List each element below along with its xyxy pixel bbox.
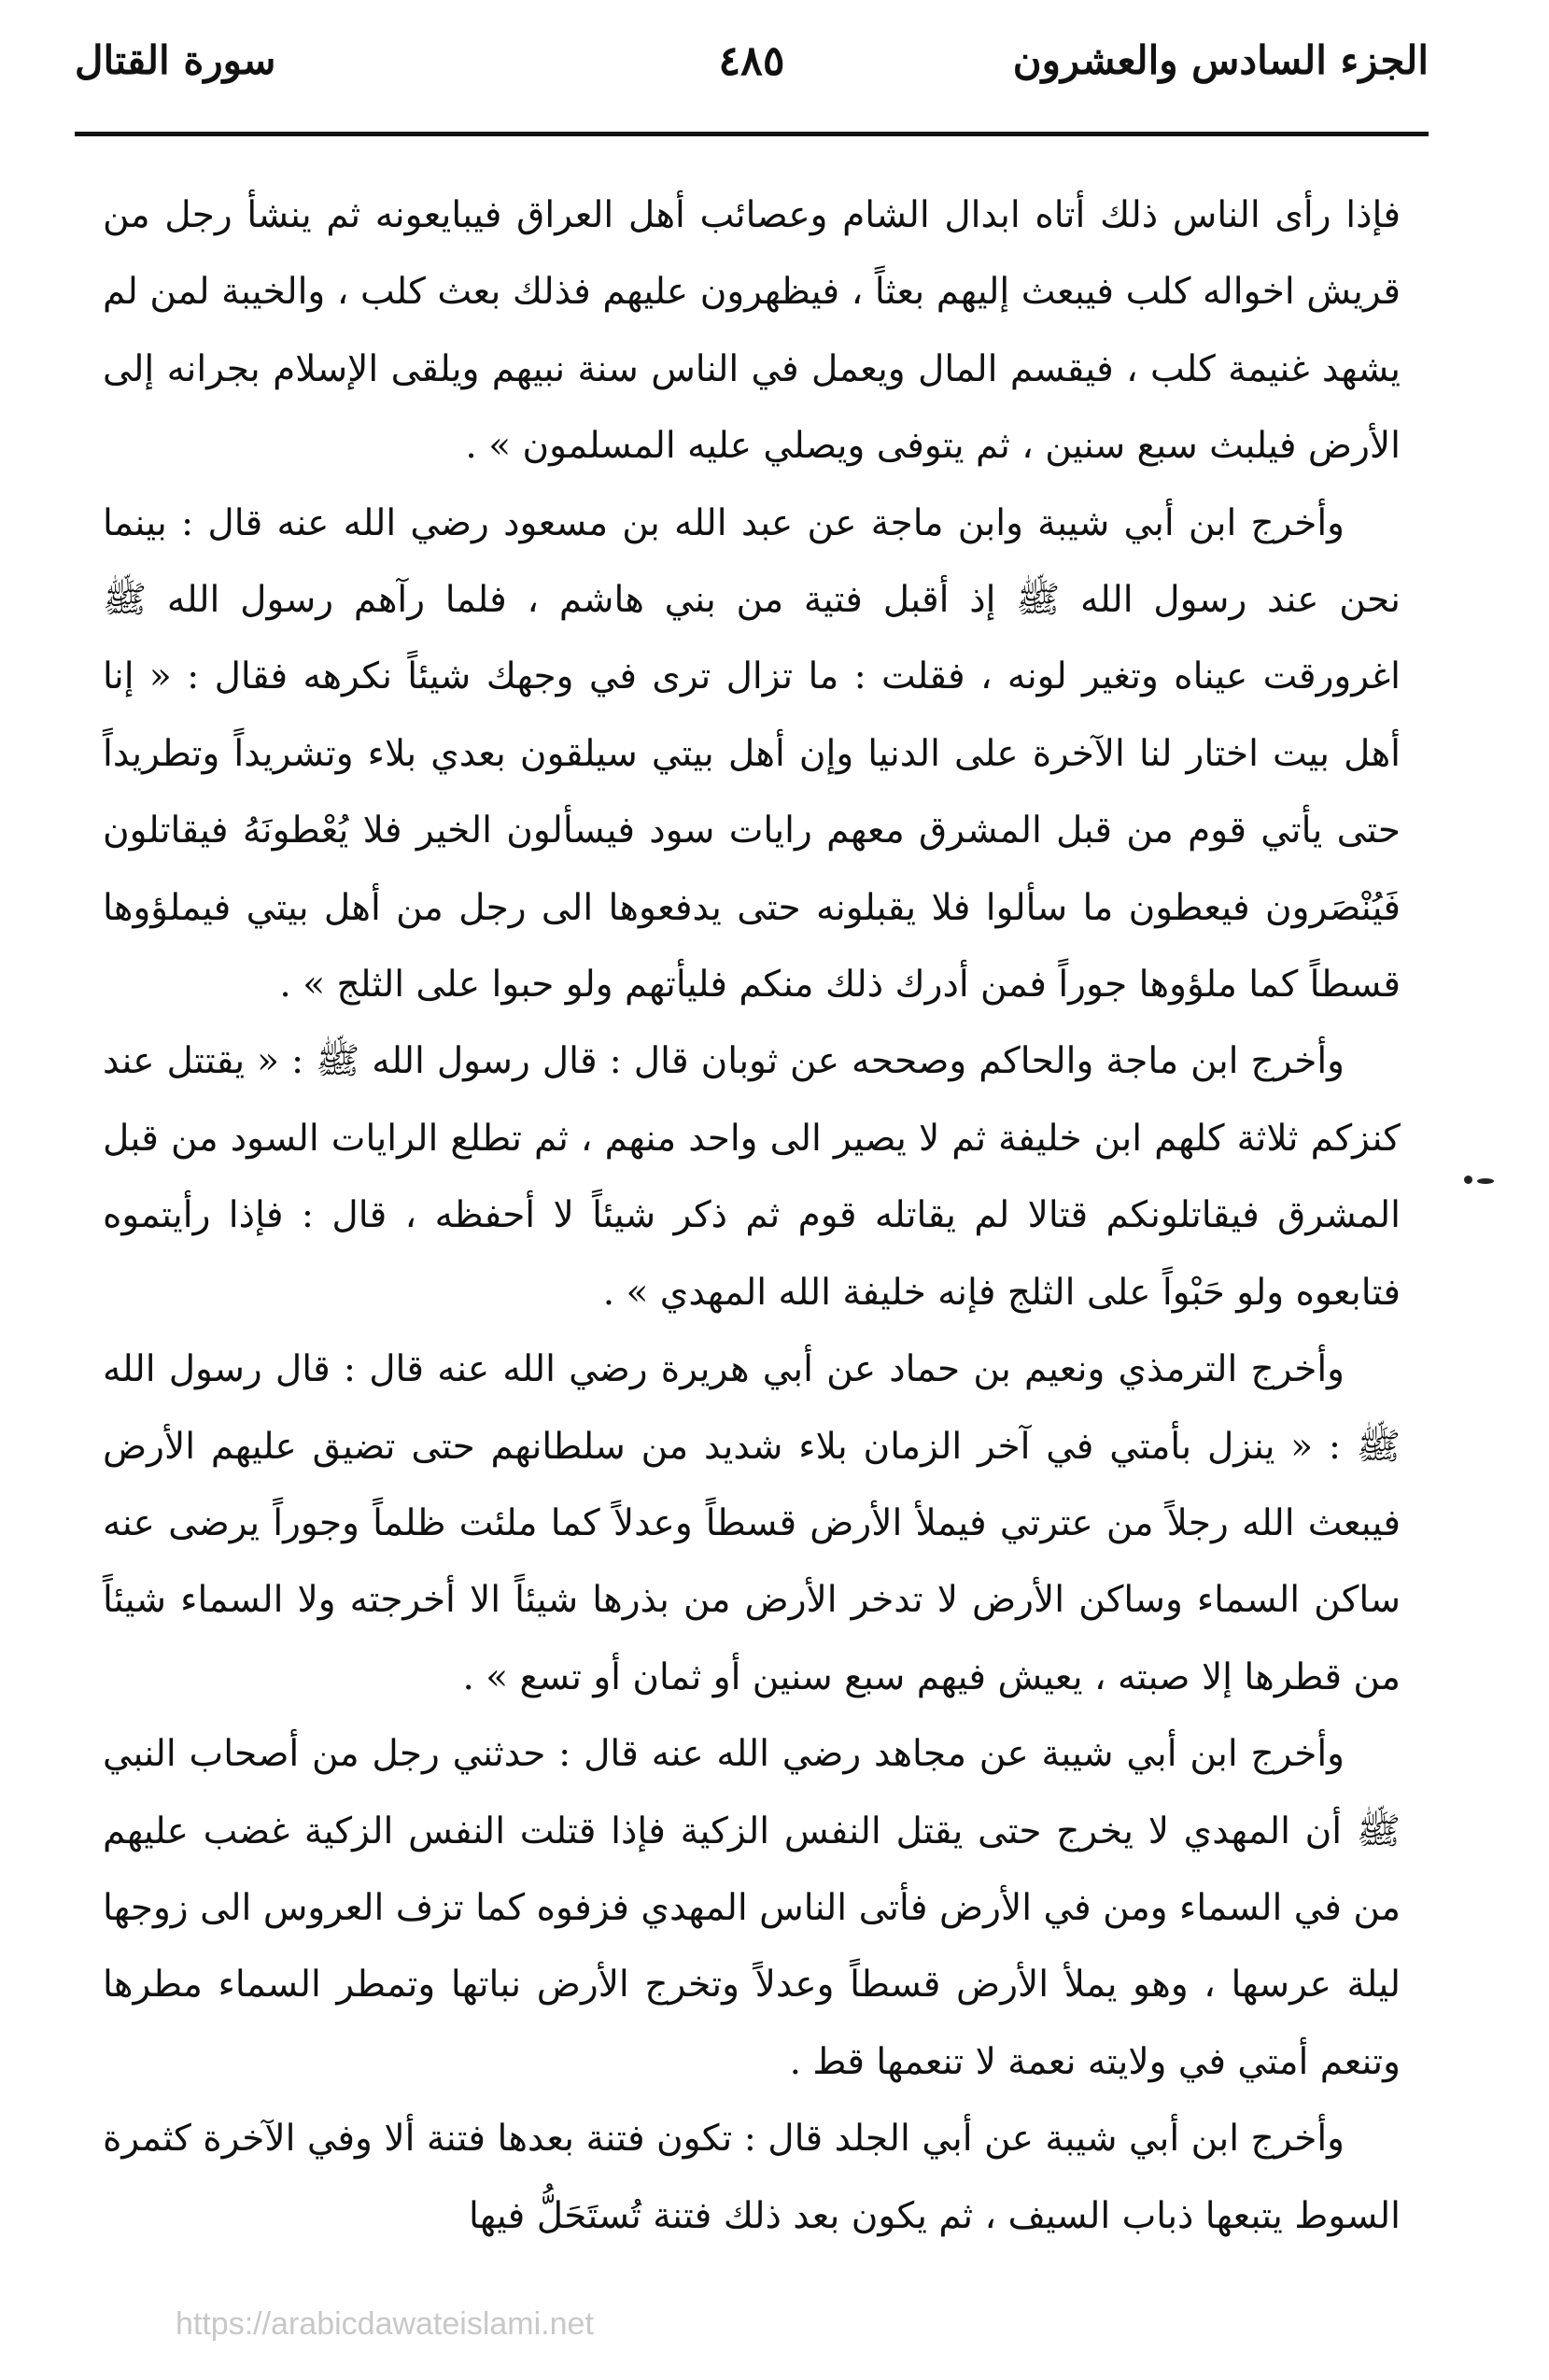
watermark-url: https://arabicdawateislami.net	[176, 2306, 594, 2342]
header-divider	[75, 132, 1429, 136]
ink-dot	[1464, 1176, 1472, 1184]
paragraph: وأخرج الترمذي ونعيم بن حماد عن أبي هريرة رضي الله عنه قال : قال رسول الله ﷺ : « ينزل بأمتي في آخر الزمان بلاء شديد من سلطانهم حتى تضيق عليهم الأرض فيبعث الله رجلاً من عترتي فيملأ الأرض قسطاً وعدلاً كما ملئت ظلماً وجوراً يرضى عنه ساكن السماء وساكن الأرض لا تدخر الأرض من بذرها شيئاً الا أخرجته ولا السماء شيئاً من قطرها إلا صبته ، يعيش فيهم سبع سنين أو ثمان أو تسع » .	[103, 1348, 1401, 1698]
paragraph: وأخرج ابن أبي شيبة وابن ماجة عن عبد الله بن مسعود رضي الله عنه قال : بينما نحن عند رسول الله ﷺ إذ أقبل فتية من بني هاشم ، فلما رآهم رسول الله ﷺ اغرورقت عيناه وتغير لونه ، فقلت : ما تزال ترى في وجهك شيئاً نكرهه فقال : « إنا أهل بيت اختار لنا الآخرة على الدنيا وإن أهل بيتي سيلقون بعدي بلاء وتشريداً وتطريداً حتى يأتي قوم من قبل المشرق معهم رايات سود فيسألون الخير فلا يُعْطونَهُ فيقاتلون فَيُنْصَرون فيعطون ما سألوا فلا يقبلونه حتى يدفعوها الى رجل من أهل بيتي فيملؤوها قسطاً كما ملؤوها جوراً فمن أدرك ذلك منكم فليأتهم ولو حبوا على الثلج » .	[103, 501, 1401, 1007]
header-surah-title: سورة القتال	[75, 37, 276, 83]
ink-dot	[1477, 1178, 1494, 1184]
header-page-number: ٤٨٥	[718, 37, 785, 85]
page-body	[103, 177, 1401, 2255]
paragraph: وأخرج ابن أبي شيبة عن أبي الجلد قال : تكون فتنة بعدها فتنة ألا وفي الآخرة كثمرة السوط يتبعها ذباب السيف ، ثم يكون بعد ذلك فتنة تُستَحَلُّ فيها	[103, 2118, 1401, 2237]
page-header	[75, 37, 1429, 121]
header-part-title: الجزء السادس والعشرون	[1012, 37, 1429, 83]
margin-ink-mark	[1464, 1176, 1501, 1187]
paragraph: فإذا رأى الناس ذلك أتاه ابدال الشام وعصائب أهل العراق فيبايعونه ثم ينشأ رجل من قريش اخواله كلب فيبعث إليهم بعثاً ، فيظهرون عليهم فذلك بعث كلب ، والخيبة لمن لم يشهد غنيمة كلب ، فيقسم المال ويعمل في الناس سنة نبيهم ويلقى الإسلام بجرانه إلى الأرض فيلبث سبع سنين ، ثم يتوفى ويصلي عليه المسلمون » .	[103, 194, 1401, 468]
paragraph: وأخرج ابن أبي شيبة عن مجاهد رضي الله عنه قال : حدثني رجل من أصحاب النبي ﷺ أن المهدي لا يخرج حتى يقتل النفس الزكية فإذا قتلت النفس الزكية غضب عليهم من في السماء ومن في الأرض فأتى الناس المهدي فزفوه كما تزف العروس الى زوجها ليلة عرسها ، وهو يملأ الأرض قسطاً وعدلاً وتخرج الأرض نباتها وتمطر السماء مطرها وتنعم أمتي في ولايته نعمة لا تنعمها قط .	[103, 1733, 1401, 2083]
paragraph: وأخرج ابن ماجة والحاكم وصححه عن ثوبان قال : قال رسول الله ﷺ : « يقتتل عند كنزكم ثلاثة كلهم ابن خليفة ثم لا يصير الى واحد منهم ، ثم تطلع الرايات السود من قبل المشرق فيقاتلونكم قتالا لم يقاتله قوم ثم ذكر شيئاً لا أحفظه ، قال : فإذا رأيتموه فتابعوه ولو حَبْواً على الثلج فإنه خليفة الله المهدي » .	[103, 1040, 1401, 1314]
